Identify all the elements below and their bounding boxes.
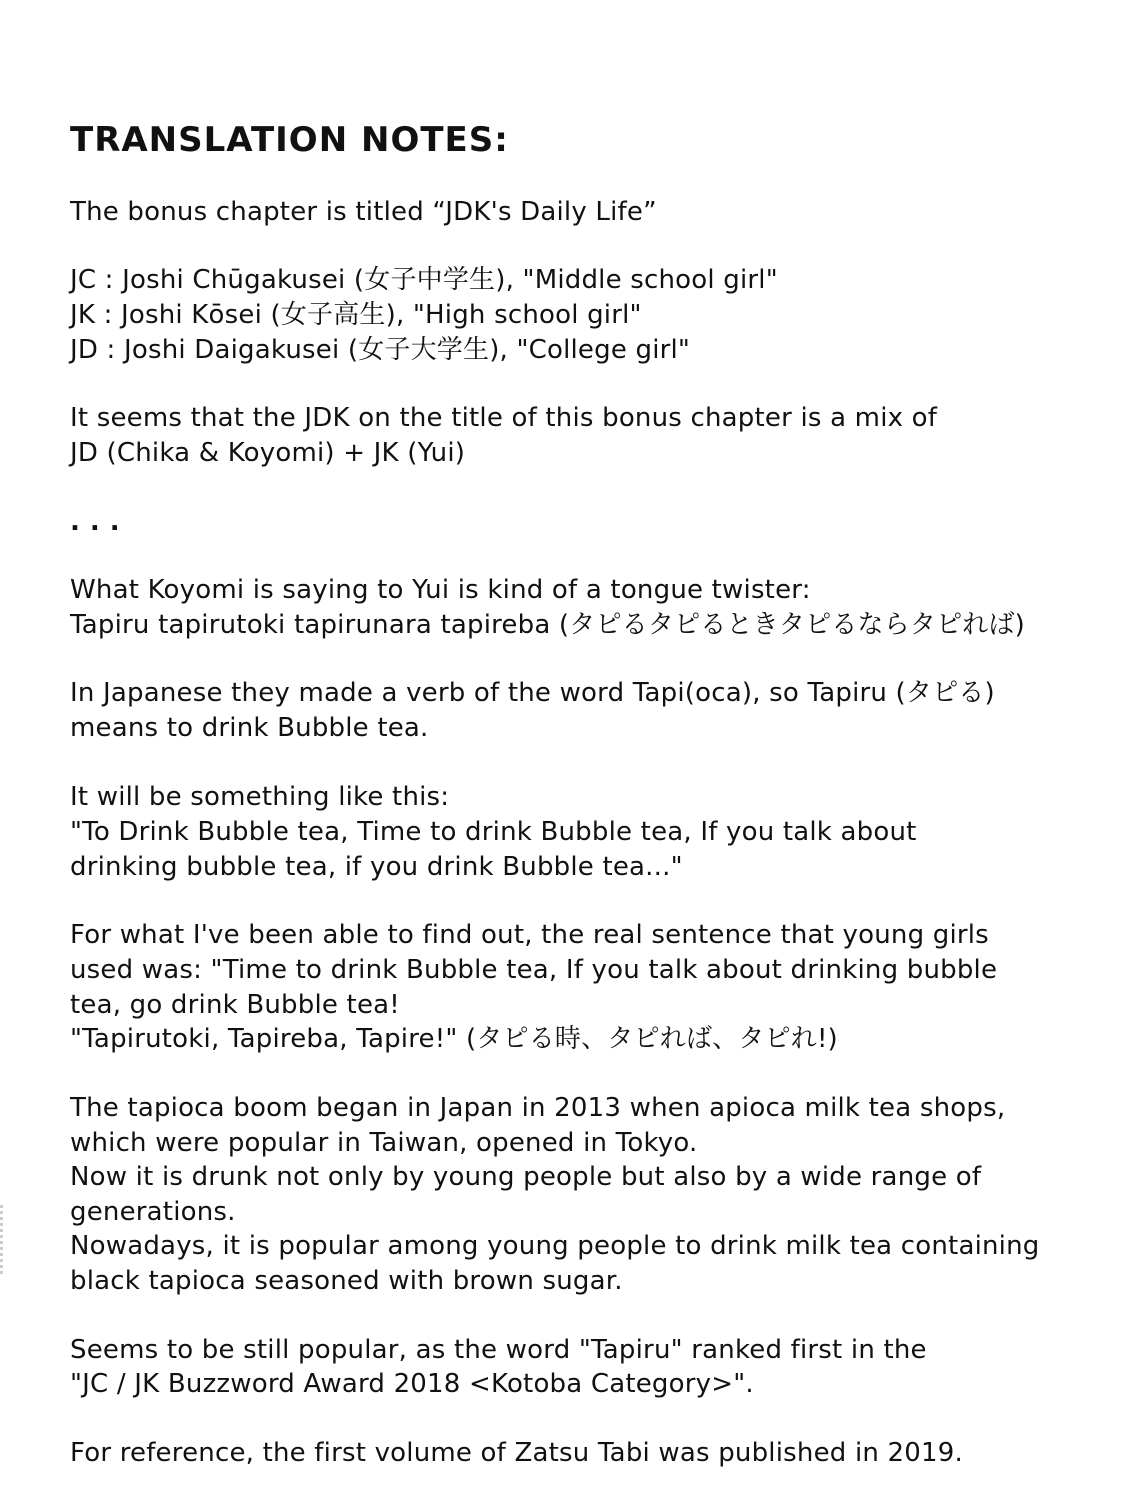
note-line: JD : Joshi Daigakusei (女子大学生), "College girl" (70, 335, 691, 365)
note-line: It will be something like this: (70, 782, 450, 812)
note-line: In Japanese they made a verb of the word Tapi(oca), so Tapiru (タピる) (70, 678, 995, 708)
note-line: which were popular in Taiwan, opened in Tokyo. (70, 1128, 698, 1158)
note-line: "To Drink Bubble tea, Time to drink Bubble tea, If you talk about (70, 817, 917, 847)
note-line: "Tapirutoki, Tapireba, Tapire!" (タピる時、タピれば、タピれ!) (70, 1024, 838, 1054)
note-line: JK : Joshi Kōsei (女子高生), "High school girl" (70, 300, 642, 330)
note-line: JC : Joshi Chūgakusei (女子中学生), "Middle school girl" (70, 265, 778, 295)
note-line: JD (Chika & Koyomi) + JK (Yui) (70, 438, 466, 468)
note-line: For what I've been able to find out, the real sentence that young girls (70, 920, 989, 950)
note-line: Seems to be still popular, as the word "Tapiru" ranked first in the (70, 1335, 927, 1365)
note-line: Now it is drunk not only by young people but also by a wide range of (70, 1162, 982, 1192)
note-line: For reference, the first volume of Zatsu Tabi was published in 2019. (70, 1438, 963, 1468)
note-line: The bonus chapter is titled “JDK's Daily Life” (70, 197, 657, 227)
note-line: means to drink Bubble tea. (70, 713, 429, 743)
note-line: black tapioca seasoned with brown sugar. (70, 1266, 623, 1296)
note-line: What Koyomi is saying to Yui is kind of a tongue twister: (70, 575, 811, 605)
note-line: The tapioca boom began in Japan in 2013 when apioca milk tea shops, (70, 1093, 1006, 1123)
page-title: TRANSLATION NOTES: (70, 120, 509, 160)
separator-dots: ... (70, 507, 130, 537)
note-line: Tapiru tapirutoki tapirunara tapireba (タピるタピるときタピるならタピれば) (70, 610, 1026, 640)
note-line: It seems that the JDK on the title of this bonus chapter is a mix of (70, 403, 938, 433)
note-line: used was: "Time to drink Bubble tea, If you talk about drinking bubble (70, 955, 998, 985)
note-line: generations. (70, 1197, 236, 1227)
note-line: tea, go drink Bubble tea! (70, 990, 400, 1020)
note-line: drinking bubble tea, if you drink Bubble tea..." (70, 852, 683, 882)
note-line: "JC / JK Buzzword Award 2018 <Kotoba Category>". (70, 1369, 754, 1399)
scan-edge-artifact (0, 1205, 3, 1275)
note-line: Nowadays, it is popular among young people to drink milk tea containing (70, 1231, 1040, 1261)
